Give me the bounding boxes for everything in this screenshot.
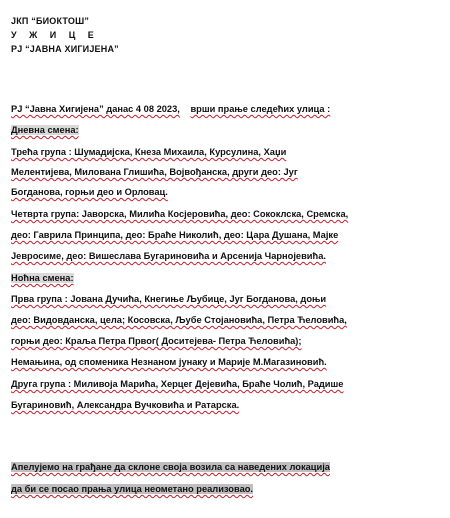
header-city: У Ж И Ц Е (11, 30, 99, 40)
night-group2-line: Бугариновић, Александра Вучковића и Ратарска. (11, 400, 240, 410)
appeal-line: Апелујемо на грађане да склоне своја возила са наведених локација (11, 462, 330, 472)
day-group4-line: Јевросиме, део: Вишеслава Бугариновића и Арсенија Чарнојевића. (11, 251, 326, 261)
intro-line (11, 104, 330, 114)
appeal-line: да би се посао прања улица неометано реализовао. (11, 484, 254, 494)
day-group3-line: Мелентијева, Милована Глишића, Војвођанска, други део: Југ (11, 167, 298, 177)
day-group4-line: део: Гаврила Принципа, део: Браће Николић, део: Цара Душана, Мајке (11, 230, 339, 240)
header-unit: РЈ “ЈАВНА ХИГИЈЕНА” (11, 44, 119, 54)
day-group3-line: Богданова, горњи део и Орловац. (11, 187, 168, 197)
night-group1-line: Прва група : Јована Дучића, Кнегиње Љубице, Југ Богданова, доњи (11, 294, 327, 304)
night-group1-line: део: Видовданска, цела; Косовска, Љубе Стојановића, Петра Ћеловића, (11, 315, 347, 325)
day-group4-line: Четврта група: Јаворска, Милића Косјеровића, део: Сококлска, Сремска, (11, 209, 349, 219)
night-group2-line: Друга група : Миливоја Марића, Херцег Дејевића, Браће Чолић, Радише (11, 379, 344, 389)
day-group3-line: Трећа група : Шумадијска, Кнеза Михаила, Курсулина, Хаџи (11, 147, 287, 157)
header-org: ЈКП “БИОКТОШ” (11, 16, 90, 26)
intro-prefix: РЈ “Јавна Хигијена” данас 4 08 2023, (11, 104, 180, 114)
night-shift-title: Ноћна смена: (11, 273, 74, 283)
night-group1-line: Немањина, од споменика Незнаном јунаку и Марије М.Магазиновић. (11, 357, 327, 367)
night-group1-line: горњи део: Краља Петра Првог( Доситејева- Петра Ћеловића); (11, 336, 302, 346)
day-shift-title: Дневна смена: (11, 125, 79, 135)
intro-suffix: врши прање следећих улица : (190, 104, 331, 114)
